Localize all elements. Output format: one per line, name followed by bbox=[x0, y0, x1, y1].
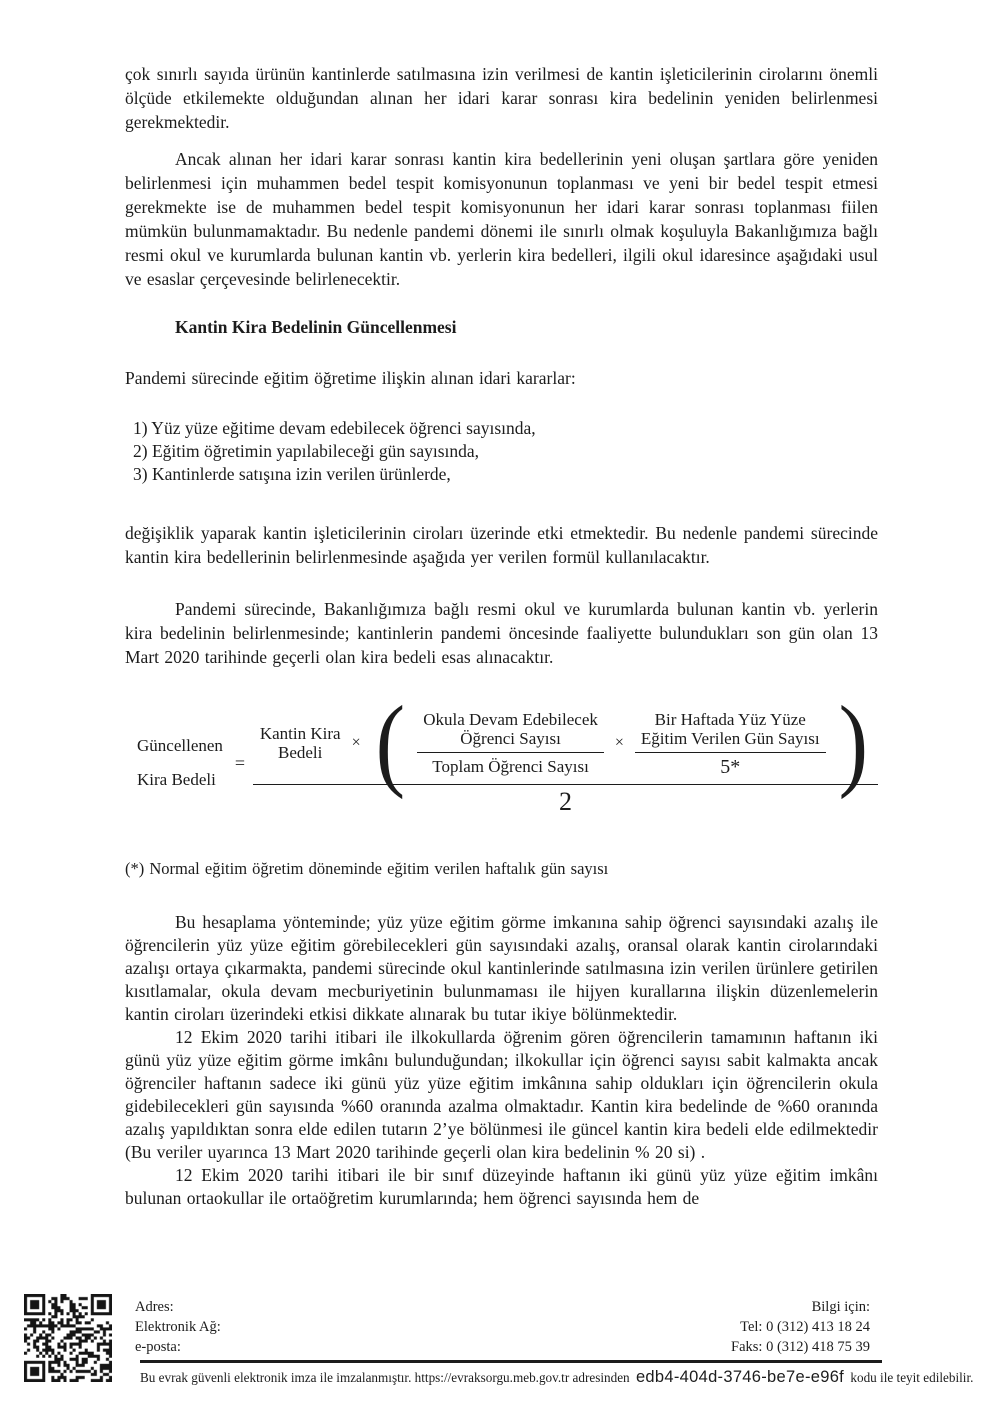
list-item: 2) Eğitim öğretimin yapılabileceği gün sayısında, bbox=[133, 441, 480, 461]
qr-code bbox=[24, 1294, 112, 1382]
document-body bbox=[125, 62, 878, 1210]
formula-lhs bbox=[137, 736, 223, 790]
list-item: 3) Kantinlerde satışına izin verilen ürünlerde, bbox=[133, 464, 451, 484]
formula-lhs-line1: Güncellenen bbox=[137, 736, 223, 755]
fraction-students-numerator bbox=[417, 710, 604, 753]
rent-formula bbox=[125, 685, 878, 831]
fraction-days bbox=[635, 710, 826, 777]
decision-list bbox=[133, 417, 878, 486]
paragraph-pandemi: Pandemi sürecinde, Bakanlığımıza bağlı resmi okul ve kurumlarda bulunan kantin vb. yerlerin kira bedelinin belirlenmesinde; kantinlerin pandemi öncesinde faaliyette bulundukları son gün olan 13 Mart 2020 tarihinde geçerli olan kira bedeli esas alınacaktır. bbox=[125, 599, 878, 667]
address-block bbox=[135, 1297, 221, 1357]
verification-line bbox=[140, 1368, 974, 1387]
paragraph-ilkokul: 12 Ekim 2020 tarihi itibari ile ilkokullarda öğrenim gören öğrencilerin tamamının haftanın iki günü yüz yüze eğitim görme imkânı bulunduğundan; ilkokullar için öğrenci sayısı sabit kalmakta ancak öğrenciler haftanın sadece iki günü yüz yüze eğitim imkânına sahip oldukları için öğrencilerin okula gidebilecekleri gün sayısında %60 oranında azalma olmaktadır. Kantin kira bedelinde de %60 oranında azalış yapıldıktan sonra elde edilen tutarın 2’ye bölünmesi ile güncel kantin kira bedeli elde edilmektedir (Bu veriler uyarınca 13 Mart 2020 tarihinde geçerli olan kira bedelinin % 20 si) . bbox=[125, 1027, 878, 1162]
verification-suffix: kodu ile teyit edilebilir. bbox=[850, 1370, 974, 1385]
multiply-sign: × bbox=[351, 734, 361, 751]
formula-main-fraction bbox=[253, 685, 878, 817]
page-footer bbox=[0, 1292, 1000, 1412]
formula-denominator: 2 bbox=[559, 786, 573, 816]
network-label: Elektronik Ağ: bbox=[135, 1319, 221, 1335]
fraction-students bbox=[417, 710, 604, 777]
paragraph-degisiklik: değişiklik yaparak kantin işleticilerinin ciroları üzerinde etki etmektedir. Bu nedenle pandemi sürecinde kantin kira bedellerinin belirlenmesinde aşağıda yer verilen formül kullanılacaktır. bbox=[125, 523, 878, 567]
formula-lhs-line2: Kira Bedeli bbox=[137, 770, 216, 789]
frac2-num-line1: Bir Haftada Yüz Yüze bbox=[654, 709, 806, 729]
paragraph-intro: çok sınırlı sayıda ürünün kantinlerde satılmasına izin verilmesi de kantin işleticilerinin cirolarını önemli ölçüde etkilemekte olduğundan alınan her idari karar sonrası kira bedelinin yeniden belirlenmesi gerekmektedir. bbox=[125, 64, 878, 132]
fax-number: Faks: 0 (312) 418 75 39 bbox=[731, 1339, 870, 1355]
factor-line1: Kantin Kira bbox=[259, 724, 341, 743]
footer-divider bbox=[140, 1360, 882, 1363]
info-label: Bilgi için: bbox=[811, 1299, 870, 1315]
close-paren: ) bbox=[838, 685, 868, 800]
formula-footnote: (*) Normal eğitim öğretim döneminde eğitim verilen haftalık gün sayısı bbox=[125, 859, 609, 878]
verification-prefix: Bu evrak güvenli elektronik imza ile imzalanmıştır. https://evraksorgu.meb.gov.tr adresinden bbox=[140, 1370, 630, 1385]
list-item: 1) Yüz yüze eğitime devam edebilecek öğrenci sayısında, bbox=[133, 418, 536, 438]
verification-code: edb4-404d-3746-be7e-e96f bbox=[635, 1368, 845, 1386]
multiply-sign: × bbox=[614, 734, 624, 751]
equals-sign: = bbox=[234, 752, 246, 773]
paragraph-ortaokul: 12 Ekim 2020 tarihi itibari ile bir sınıf düzeyinde haftanın iki günü yüz yüze eğitim imkânı bulunan ortaokullar ile ortaöğretim kurumlarında; hem öğrenci sayısında hem de bbox=[125, 1165, 878, 1208]
frac1-num-line1: Okula Devam Edebilecek bbox=[423, 709, 598, 729]
frac1-num-line2: Öğrenci Sayısı bbox=[460, 728, 561, 748]
fraction-days-denominator: 5* bbox=[720, 755, 741, 778]
contact-block bbox=[731, 1297, 870, 1357]
section-heading: Kantin Kira Bedelinin Güncellenmesi bbox=[175, 317, 457, 337]
paragraph-hesaplama: Bu hesaplama yönteminde; yüz yüze eğitim görme imkanına sahip öğrenci sayısındaki azalış ile öğrencilerin yüz yüze eğitim görebilecekleri gün sayısındaki azalış, oransal olarak kantin cirolarındaki azalışı ortaya çıkarmakta, pandemi sürecinde okul kantinlerinde satılmasına izin verilen ürünlere getirilen kısıtlamalar, okula devam mecburiyetinin bulunmaması ile hijyen kurallarına ilişkin düzenlemelerin kantin ciroları üzerindeki etkisi dikkate alınarak bu tutar ikiye bölünmektedir. bbox=[125, 912, 878, 1024]
factor-line2: Bedeli bbox=[278, 743, 323, 762]
address-label: Adres: bbox=[135, 1299, 174, 1315]
fraction-bar bbox=[253, 784, 878, 785]
formula-factor-kira bbox=[260, 724, 341, 762]
phone-number: Tel: 0 (312) 413 18 24 bbox=[740, 1319, 870, 1335]
fraction-days-numerator bbox=[635, 710, 826, 753]
open-paren: ( bbox=[375, 685, 405, 800]
paragraph-kararlar: Pandemi sürecinde eğitim öğretime ilişkin alınan idari kararlar: bbox=[125, 368, 576, 388]
fraction-students-denominator: Toplam Öğrenci Sayısı bbox=[432, 756, 589, 776]
formula-numerator bbox=[259, 685, 871, 800]
email-label: e-posta: bbox=[135, 1339, 181, 1355]
frac2-num-line2: Eğitim Verilen Gün Sayısı bbox=[640, 728, 820, 748]
paragraph-ancak: Ancak alınan her idari karar sonrası kantin kira bedellerinin yeni oluşan şartlara göre yeniden belirlenmesi için muhammen bedel tespit komisyonunun toplanması ve yeni bir bedel tespit etmesi gerekmekte ise de muhammen bedel tespit komisyonunun her idari karar sonrası toplanması fiilen mümkün bulunmamaktadır. Bu nedenle pandemi dönemi ile sınırlı olmak koşuluyla Bakanlığımıza bağlı resmi okul ve kurumlarda bulunan kantin vb. yerlerin kira bedelleri, ilgili okul idaresince aşağıdaki usul ve esaslar çerçevesinde belirlenecektir. bbox=[125, 149, 878, 289]
